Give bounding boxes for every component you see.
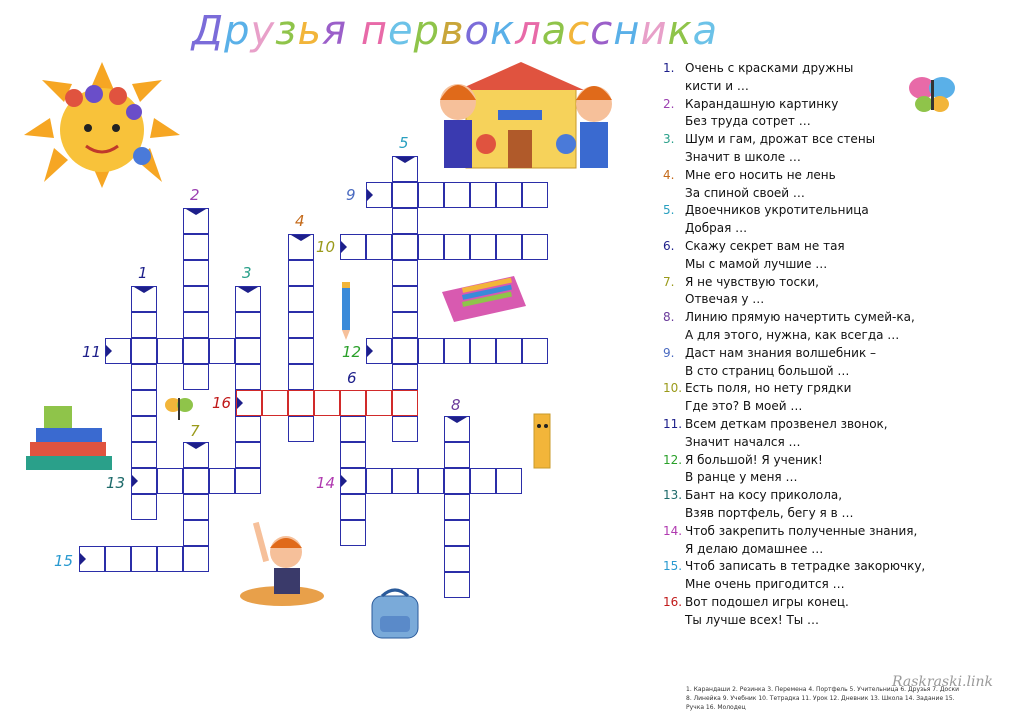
clue-line bbox=[663, 78, 963, 96]
crossword-cell[interactable] bbox=[235, 364, 261, 390]
title-letter: и bbox=[640, 8, 668, 54]
crossword-cell[interactable] bbox=[288, 390, 314, 416]
clue-number: 1. bbox=[663, 61, 675, 75]
clue-line bbox=[663, 131, 963, 149]
crossword-cell[interactable] bbox=[392, 468, 418, 494]
grid-number-4: 4 bbox=[295, 212, 305, 230]
crossword-cell[interactable] bbox=[183, 364, 209, 390]
crossword-cell[interactable] bbox=[340, 442, 366, 468]
crossword-cell[interactable] bbox=[340, 390, 366, 416]
clue-line bbox=[663, 541, 963, 559]
grid-number-15: 15 bbox=[54, 552, 74, 570]
grid-number-7: 7 bbox=[190, 422, 200, 440]
grid-number-9: 9 bbox=[346, 186, 356, 204]
crossword-cell[interactable] bbox=[444, 572, 470, 598]
clue-number: 14. bbox=[663, 523, 683, 538]
down-start-arrow bbox=[238, 287, 258, 293]
clue-text: Даст нам знания волшебник – bbox=[685, 345, 877, 360]
watermark: Raskraski.link bbox=[892, 674, 993, 690]
down-start-arrow bbox=[395, 157, 415, 163]
crossword-cell[interactable] bbox=[235, 442, 261, 468]
crossword-cell[interactable] bbox=[131, 416, 157, 442]
crossword-cell[interactable] bbox=[183, 338, 209, 364]
crossword-cell[interactable] bbox=[183, 494, 209, 520]
clue-line bbox=[663, 327, 963, 345]
crossword-cell[interactable] bbox=[470, 234, 496, 260]
across-start-arrow bbox=[106, 345, 112, 357]
clue-line bbox=[663, 291, 963, 309]
clue-line bbox=[663, 185, 963, 203]
crossword-cell[interactable] bbox=[444, 338, 470, 364]
title-letter: л bbox=[515, 8, 542, 54]
clue-text: Отвечая у … bbox=[685, 292, 765, 307]
down-start-arrow bbox=[447, 417, 467, 423]
crossword-cell[interactable] bbox=[392, 208, 418, 234]
clue-line bbox=[663, 576, 963, 594]
title-letter: с bbox=[590, 8, 614, 54]
clue-text: В сто страниц большой … bbox=[685, 363, 850, 378]
clue-text: Очень с красками дружны bbox=[685, 61, 854, 75]
clue-text: Двоечников укротительница bbox=[685, 203, 869, 218]
clue-line bbox=[663, 469, 963, 487]
clue-number: 6. bbox=[663, 238, 675, 253]
answers-key: 1. Карандаши 2. Резинка 3. Перемена 4. Портфель 5. Учительница 6. Друзья 7. Доски 8. Линейка 9. Учебник 10. Тетрадка 11. Урок 12. Дневник 13. Школа 14. Задание 15. Ручка 16. Молодец bbox=[686, 686, 960, 711]
grid-number-10: 10 bbox=[316, 238, 336, 256]
crossword-cell[interactable] bbox=[444, 520, 470, 546]
crossword-cell[interactable] bbox=[131, 338, 157, 364]
crossword-cell[interactable] bbox=[209, 468, 235, 494]
clue-text: Я не чувствую тоски, bbox=[685, 274, 819, 289]
clue-line bbox=[663, 345, 963, 363]
grid-number-14: 14 bbox=[316, 474, 336, 492]
clue-number bbox=[663, 505, 685, 523]
clue-text: Чтоб записать в тетрадке закорючку, bbox=[685, 559, 926, 574]
grid-number-11: 11 bbox=[82, 343, 102, 361]
crossword-cell[interactable] bbox=[340, 494, 366, 520]
crossword-cell[interactable] bbox=[288, 338, 314, 364]
clue-text: Взяв портфель, бегу я в … bbox=[685, 505, 854, 520]
across-start-arrow bbox=[237, 397, 243, 409]
grid-number-3: 3 bbox=[242, 264, 252, 282]
clue-number bbox=[663, 398, 685, 416]
crossword-cell[interactable] bbox=[392, 260, 418, 286]
crossword-cell[interactable] bbox=[418, 468, 444, 494]
clue-number: 15. bbox=[663, 559, 683, 574]
clue-line bbox=[663, 113, 963, 131]
across-start-arrow bbox=[367, 345, 373, 357]
clue-number bbox=[663, 327, 685, 345]
crossword-cell[interactable] bbox=[235, 416, 261, 442]
clue-text: Чтоб закрепить полученные знания, bbox=[685, 523, 918, 538]
title-letter: ь bbox=[297, 8, 323, 54]
clue-number: 10. bbox=[663, 381, 683, 396]
crossword-cell[interactable] bbox=[392, 312, 418, 338]
clue-number bbox=[663, 612, 685, 630]
title-letter: е bbox=[387, 8, 414, 54]
clue-number bbox=[663, 576, 685, 594]
grid-number-8: 8 bbox=[451, 396, 461, 414]
clue-text: Бант на косу приколола, bbox=[685, 488, 843, 503]
clue-line bbox=[663, 505, 963, 523]
title-letter: н bbox=[613, 8, 641, 54]
clue-number: 8. bbox=[663, 310, 675, 325]
crossword-cell[interactable] bbox=[314, 390, 340, 416]
clue-number: 4. bbox=[663, 167, 675, 182]
title-letter: а bbox=[541, 8, 568, 54]
clue-number bbox=[663, 113, 685, 131]
crossword-cell[interactable] bbox=[392, 182, 418, 208]
down-start-arrow bbox=[134, 287, 154, 293]
crossword-cell[interactable] bbox=[470, 182, 496, 208]
down-start-arrow bbox=[186, 443, 206, 449]
title-letter: р bbox=[224, 8, 251, 54]
down-start-arrow bbox=[291, 235, 311, 241]
crossword-cell[interactable] bbox=[444, 494, 470, 520]
title-letter: з bbox=[275, 8, 298, 54]
crossword-cell[interactable] bbox=[131, 494, 157, 520]
crossword-cell[interactable] bbox=[366, 468, 392, 494]
clue-text: В ранце у меня … bbox=[685, 470, 798, 485]
across-start-arrow bbox=[132, 475, 138, 487]
clue-line bbox=[663, 238, 963, 256]
crossword-cell[interactable] bbox=[392, 338, 418, 364]
title-letter: я bbox=[322, 8, 348, 54]
crossword-cell[interactable] bbox=[496, 234, 522, 260]
clue-text: А для этого, нужна, как всегда … bbox=[685, 327, 900, 342]
grid-number-13: 13 bbox=[106, 474, 126, 492]
crossword-cell[interactable] bbox=[444, 546, 470, 572]
crossword-cell[interactable] bbox=[444, 442, 470, 468]
crossword-cell[interactable] bbox=[392, 416, 418, 442]
crossword-cell[interactable] bbox=[235, 338, 261, 364]
crossword-cell[interactable] bbox=[418, 338, 444, 364]
clue-text: Вот подошел игры конец. bbox=[685, 594, 849, 609]
clue-line bbox=[663, 434, 963, 452]
crossword-cell[interactable] bbox=[262, 390, 288, 416]
crossword-cell[interactable] bbox=[157, 546, 183, 572]
crossword-cell[interactable] bbox=[340, 520, 366, 546]
clue-line bbox=[663, 487, 963, 505]
clue-text: Я большой! Я ученик! bbox=[685, 452, 823, 467]
clue-number bbox=[663, 541, 685, 559]
clue-line bbox=[663, 96, 963, 114]
crossword-cell[interactable] bbox=[131, 390, 157, 416]
crossword-cell[interactable] bbox=[157, 468, 183, 494]
clue-line bbox=[663, 452, 963, 470]
clue-number bbox=[663, 434, 685, 452]
clue-text: Шум и гам, дрожат все стены bbox=[685, 132, 876, 147]
crossword-cell[interactable] bbox=[183, 520, 209, 546]
clue-line bbox=[663, 558, 963, 576]
crossword-cell[interactable] bbox=[288, 312, 314, 338]
crossword-cell[interactable] bbox=[392, 390, 418, 416]
crossword-cell[interactable] bbox=[288, 364, 314, 390]
crossword-cell[interactable] bbox=[496, 468, 522, 494]
crossword-cell[interactable] bbox=[235, 312, 261, 338]
clue-text: Есть поля, но нету грядки bbox=[685, 381, 852, 396]
across-start-arrow bbox=[341, 241, 347, 253]
crossword-cell[interactable] bbox=[131, 546, 157, 572]
grid-number-2: 2 bbox=[190, 186, 200, 204]
clue-line bbox=[663, 274, 963, 292]
clue-number bbox=[663, 291, 685, 309]
clue-number bbox=[663, 256, 685, 274]
title-letter: п bbox=[360, 8, 388, 54]
crossword-cell[interactable] bbox=[444, 468, 470, 494]
crossword-cell[interactable] bbox=[496, 338, 522, 364]
clue-number bbox=[663, 78, 685, 96]
across-start-arrow bbox=[80, 553, 86, 565]
across-start-arrow bbox=[367, 189, 373, 201]
grid-number-12: 12 bbox=[342, 343, 362, 361]
crossword-cell[interactable] bbox=[392, 364, 418, 390]
clue-text: Линию прямую начертить сумей-ка, bbox=[685, 310, 915, 325]
clue-text: Ты лучше всех! Ты … bbox=[685, 612, 820, 627]
crossword-cell[interactable] bbox=[522, 182, 548, 208]
clue-text: Значит начался … bbox=[685, 434, 801, 449]
title-letter: о bbox=[464, 8, 491, 54]
crossword-cell[interactable] bbox=[392, 234, 418, 260]
crossword-cell[interactable] bbox=[235, 468, 261, 494]
crossword-cell[interactable] bbox=[392, 286, 418, 312]
crossword-cell[interactable] bbox=[444, 234, 470, 260]
crossword-cell[interactable] bbox=[522, 338, 548, 364]
title-letter: к bbox=[667, 8, 693, 54]
crossword-cell[interactable] bbox=[131, 442, 157, 468]
title-letter: р bbox=[413, 8, 440, 54]
clue-number: 11. bbox=[663, 416, 683, 431]
crossword-cell[interactable] bbox=[288, 260, 314, 286]
clue-text: Всем деткам прозвенел звонок, bbox=[685, 416, 888, 431]
clue-number: 9. bbox=[663, 345, 675, 360]
across-start-arrow bbox=[341, 475, 347, 487]
crossword-cell[interactable] bbox=[288, 286, 314, 312]
crossword-cell[interactable] bbox=[366, 234, 392, 260]
crossword-cell[interactable] bbox=[470, 468, 496, 494]
clue-number: 2. bbox=[663, 96, 675, 111]
clue-line bbox=[663, 149, 963, 167]
crossword-cell[interactable] bbox=[157, 338, 183, 364]
clue-number: 7. bbox=[663, 274, 675, 289]
clue-line bbox=[663, 256, 963, 274]
crossword-cell[interactable] bbox=[183, 312, 209, 338]
clue-number: 13. bbox=[663, 488, 683, 503]
clue-text: Мне его носить не лень bbox=[685, 167, 836, 182]
clue-text: Я делаю домашнее … bbox=[685, 541, 824, 556]
clue-line bbox=[663, 220, 963, 238]
clue-line bbox=[663, 309, 963, 327]
title-letter: Д bbox=[191, 8, 225, 54]
crossword-cell[interactable] bbox=[105, 546, 131, 572]
crossword-cell[interactable] bbox=[183, 234, 209, 260]
clue-line bbox=[663, 202, 963, 220]
down-start-arrow bbox=[186, 209, 206, 215]
grid-number-16: 16 bbox=[212, 394, 232, 412]
clue-line bbox=[663, 416, 963, 434]
clue-line bbox=[663, 60, 963, 78]
clue-list bbox=[663, 60, 963, 630]
crossword-cell[interactable] bbox=[183, 546, 209, 572]
clue-line bbox=[663, 363, 963, 381]
crossword-cell[interactable] bbox=[183, 286, 209, 312]
title-letter: с bbox=[567, 8, 591, 54]
grid-number-6: 6 bbox=[347, 369, 357, 387]
clue-number bbox=[663, 469, 685, 487]
clue-text: Карандашную картинку bbox=[685, 96, 839, 111]
clue-text: Скажу секрет вам не тая bbox=[685, 238, 845, 253]
crossword-cell[interactable] bbox=[340, 416, 366, 442]
title-letter: у bbox=[250, 8, 276, 54]
clue-text: Где это? В моей … bbox=[685, 399, 803, 414]
clue-line bbox=[663, 398, 963, 416]
crossword-cell[interactable] bbox=[131, 312, 157, 338]
clue-number: 12. bbox=[663, 452, 683, 467]
clue-number bbox=[663, 220, 685, 238]
clue-text: Мне очень пригодится … bbox=[685, 577, 845, 592]
clue-text: За спиной своей … bbox=[685, 185, 805, 200]
crossword-cell[interactable] bbox=[522, 234, 548, 260]
crossword-cell[interactable] bbox=[183, 468, 209, 494]
clue-text: кисти и … bbox=[685, 78, 749, 93]
title-letter: к bbox=[490, 8, 516, 54]
clue-number bbox=[663, 185, 685, 203]
crossword-cell[interactable] bbox=[366, 390, 392, 416]
clue-line bbox=[663, 167, 963, 185]
crossword-cell[interactable] bbox=[418, 182, 444, 208]
crossword-cell[interactable] bbox=[131, 364, 157, 390]
clue-text: Значит в школе … bbox=[685, 149, 801, 164]
clue-line bbox=[663, 523, 963, 541]
crossword-cell[interactable] bbox=[496, 182, 522, 208]
clue-number: 5. bbox=[663, 203, 675, 218]
clue-text: Мы с мамой лучшие … bbox=[685, 256, 828, 271]
crossword-cell[interactable] bbox=[183, 260, 209, 286]
clue-line bbox=[663, 612, 963, 630]
clue-text: Без труда сотрет … bbox=[685, 114, 811, 129]
clue-number bbox=[663, 149, 685, 167]
clue-number bbox=[663, 363, 685, 381]
clue-number: 16. bbox=[663, 594, 683, 609]
crossword-cell[interactable] bbox=[418, 234, 444, 260]
clue-line bbox=[663, 380, 963, 398]
clue-number: 3. bbox=[663, 132, 675, 147]
crossword-cell[interactable] bbox=[209, 338, 235, 364]
crossword-cell[interactable] bbox=[470, 338, 496, 364]
clue-text: Добрая … bbox=[685, 221, 748, 236]
clue-line bbox=[663, 594, 963, 612]
grid-number-5: 5 bbox=[399, 134, 409, 152]
grid-number-1: 1 bbox=[138, 264, 148, 282]
title-letter: а bbox=[692, 8, 719, 54]
crossword-cell[interactable] bbox=[288, 416, 314, 442]
title-letter: в bbox=[439, 8, 465, 54]
crossword-cell[interactable] bbox=[444, 182, 470, 208]
